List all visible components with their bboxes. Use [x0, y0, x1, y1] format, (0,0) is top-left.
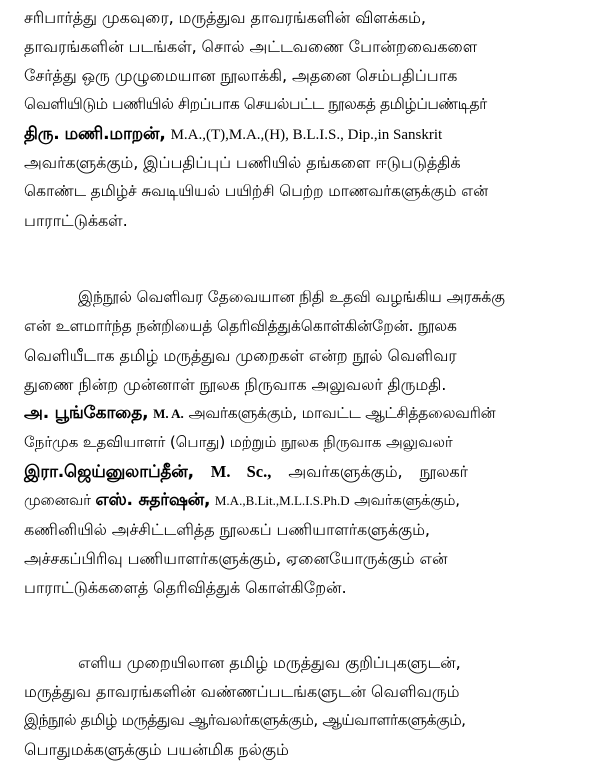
- honorific: முனைவர்: [24, 491, 91, 509]
- text-segment: அவர்களுக்கும்,: [354, 491, 460, 509]
- text-segment: அவர்களுக்கும், நூலகர்: [288, 462, 468, 481]
- text-line: [0, 457, 600, 486]
- text-line: அவர்களுக்கும், இப்பதிப்புப் பணியில் தங்களை ஈடுபடுத்திக்: [24, 153, 461, 172]
- text-line: [0, 486, 600, 515]
- paragraph-1: [0, 3, 600, 235]
- text-line: கொண்ட தமிழ்ச் சுவடியியல் பயிற்சி பெற்ற மாணவர்களுக்கும் என்: [24, 182, 489, 200]
- text-line: பொதுமக்களுக்கும் பயன்மிக நல்கும்: [24, 740, 289, 759]
- person-name: எஸ். சுதர்ஷன்,: [95, 490, 211, 510]
- person-name: அ. பூங்கோதை,: [24, 403, 149, 423]
- person-name: இரா.ஜெய்னுலாப்தீன்,: [24, 462, 194, 482]
- text-line: இந்நூல் வெளிவர தேவையான நிதி உதவி வழங்கிய அரசுக்கு: [78, 288, 505, 306]
- text-line: கணினியில் அச்சிட்டளித்த நூலகப் பணியாளர்களுக்கும்,: [24, 520, 430, 539]
- text-line: என் உளமார்ந்த நன்றியைத் தெரிவித்துக்கொள்கின்றேன். நூலக: [24, 317, 457, 335]
- qualification: M. Sc.,: [210, 462, 272, 481]
- text-line: வெளியிடும் பணியில் சிறப்பாக செயல்பட்ட நூலகத் தமிழ்ப்பண்டிதர்: [24, 95, 487, 113]
- text-line: [0, 399, 600, 428]
- paragraph-3: [0, 648, 600, 764]
- person-name: மணி.மாறன்,: [64, 124, 166, 144]
- paragraph-2: [0, 283, 600, 602]
- qualification: M. A.: [153, 406, 184, 421]
- text-segment: அவர்களுக்கும், மாவட்ட ஆட்சித்தலைவரின்: [188, 404, 496, 422]
- honorific: திரு.: [24, 124, 60, 144]
- text-line: பாராட்டுக்கள்.: [24, 211, 128, 230]
- text-line: துணை நின்ற முன்னாள் நூலக நிருவாக அலுவலர் திருமதி.: [24, 375, 447, 394]
- text-line: பாராட்டுக்களைத் தெரிவித்துக் கொள்கிறேன்.: [24, 578, 347, 597]
- text-line: இந்நூல் தமிழ் மருத்துவ ஆர்வலர்களுக்கும், ஆய்வாளர்களுக்கும்,: [24, 711, 466, 729]
- text-line: வெளியீடாக தமிழ் மருத்துவ முறைகள் என்ற நூல் வெளிவர: [24, 346, 457, 365]
- text-line: அச்சகப்பிரிவு பணியாளர்களுக்கும், ஏனையோருக்கும் என்: [24, 549, 448, 568]
- text-line: சேர்த்து ஒரு முழுமையான நூலாக்கி, அதனை செம்பதிப்பாக: [24, 66, 458, 85]
- text-line: எளிய முறையிலான தமிழ் மருத்துவ குறிப்புகளுடன்,: [78, 653, 461, 672]
- qualification: M.A.,B.Lit.,M.L.I.S.Ph.D: [214, 493, 350, 508]
- text-line: மருத்துவ தாவரங்களின் வண்ணப்படங்களுடன் வெளிவரும்: [24, 682, 460, 701]
- text-line: [0, 119, 600, 148]
- text-line: நேர்முக உதவியாளர் (பொது) மற்றும் நூலக நிருவாக அலுவலர்: [24, 433, 453, 451]
- text-line: சரிபார்த்து முகவுரை, மருத்துவ தாவரங்களின் விளக்கம்,: [24, 8, 426, 27]
- text-line: தாவரங்களின் படங்கள், சொல் அட்டவணை போன்றவைகளை: [24, 37, 478, 56]
- qualifications: M.A.,(T),M.A.,(H), B.L.I.S., Dip.,in Sanskrit: [170, 127, 443, 143]
